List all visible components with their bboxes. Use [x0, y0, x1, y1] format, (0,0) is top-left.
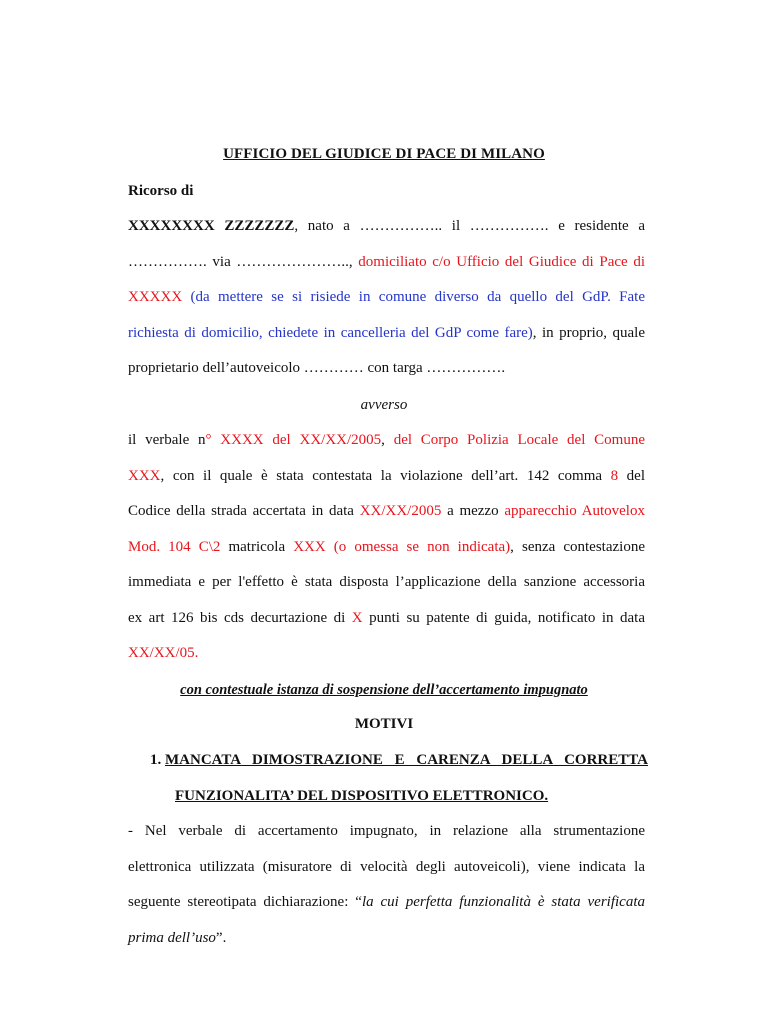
avverso-label: avverso: [360, 397, 408, 413]
verbale-line-3: Codice della strada accertata in data XX/XX/2005 a mezzo apparecchio Autovelox: [128, 503, 645, 519]
verbale-line-2: XXX, con il quale è stata contestata la violazione dell’art. 142 comma 8 del: [128, 467, 645, 484]
motivi-line-3: seguente stereotipata dichiarazione: “la cui perfetta funzionalità è stata verificata: [128, 894, 645, 910]
verbale-line-1: il verbale n° XXXX del XX/XX/2005, del Corpo Polizia Locale del Comune: [128, 432, 645, 448]
section-heading-line-1: MANCATA DIMOSTRAZIONE E CARENZA DELLA CORRETTA: [165, 752, 648, 768]
motivi-line-4: prima dell’uso”.: [128, 929, 227, 946]
motivi-paragraph: [128, 814, 645, 956]
intro-line-3: XXXXX (da mettere se si risiede in comune diverso da quello del GdP. Fate: [128, 289, 645, 305]
intro-line-1: XXXXXXXX ZZZZZZZ, nato a …………….. il ……………. e residente a: [128, 218, 645, 234]
verbale-paragraph: [128, 423, 645, 672]
intro-line-4: richiesta di domicilio, chiedete in cancelleria del GdP come fare), in proprio, quale: [128, 324, 646, 341]
intro-paragraph: [128, 209, 645, 387]
istanza-heading: con contestuale istanza di sospensione dell’accertamento impugnato: [180, 682, 588, 698]
intro-line-5: proprietario dell’autoveicolo ………… con targa …………….: [128, 360, 506, 376]
intro-line-2: ……………. via ………………….., domiciliato c/o Ufficio del Giudice di Pace di: [128, 253, 646, 270]
quoted-declaration: la cui perfetta funzionalità è stata verificata: [361, 894, 645, 910]
verbale-line-7: XX/XX/05.: [128, 645, 199, 661]
section-heading-line-2: FUNZIONALITA’ DEL DISPOSITIVO ELETTRONICO.: [175, 788, 549, 804]
document-title: UFFICIO DEL GIUDICE DI PACE DI MILANO: [223, 146, 545, 162]
section-number: 1.: [150, 752, 162, 768]
domicile-instruction: (da mettere se si risiede in comune diverso da quello del GdP. Fate: [182, 289, 645, 305]
verbale-line-5: immediata e per l'effetto è stata disposta l’applicazione della sanzione accessoria: [128, 574, 645, 590]
verbale-line-4: Mod. 104 C\2 matricola XXX (o omessa se non indicata), senza contestazione: [128, 538, 645, 555]
domicile-note: domiciliato c/o Ufficio del Giudice di Pace di: [352, 253, 646, 270]
motivi-line-1: - Nel verbale di accertamento impugnato, in relazione alla strumentazione: [128, 823, 645, 839]
motivi-heading: MOTIVI: [354, 716, 414, 732]
ricorso-label: Ricorso di: [128, 183, 194, 199]
party-names: XXXXXXXX ZZZZZZZ: [128, 218, 295, 234]
motivi-line-2: elettronica utilizzata (misuratore di velocità degli autoveicoli), viene indicata la: [128, 858, 645, 875]
verbale-line-6: ex art 126 bis cds decurtazione di X punti su patente di guida, notificato in data: [128, 609, 645, 626]
